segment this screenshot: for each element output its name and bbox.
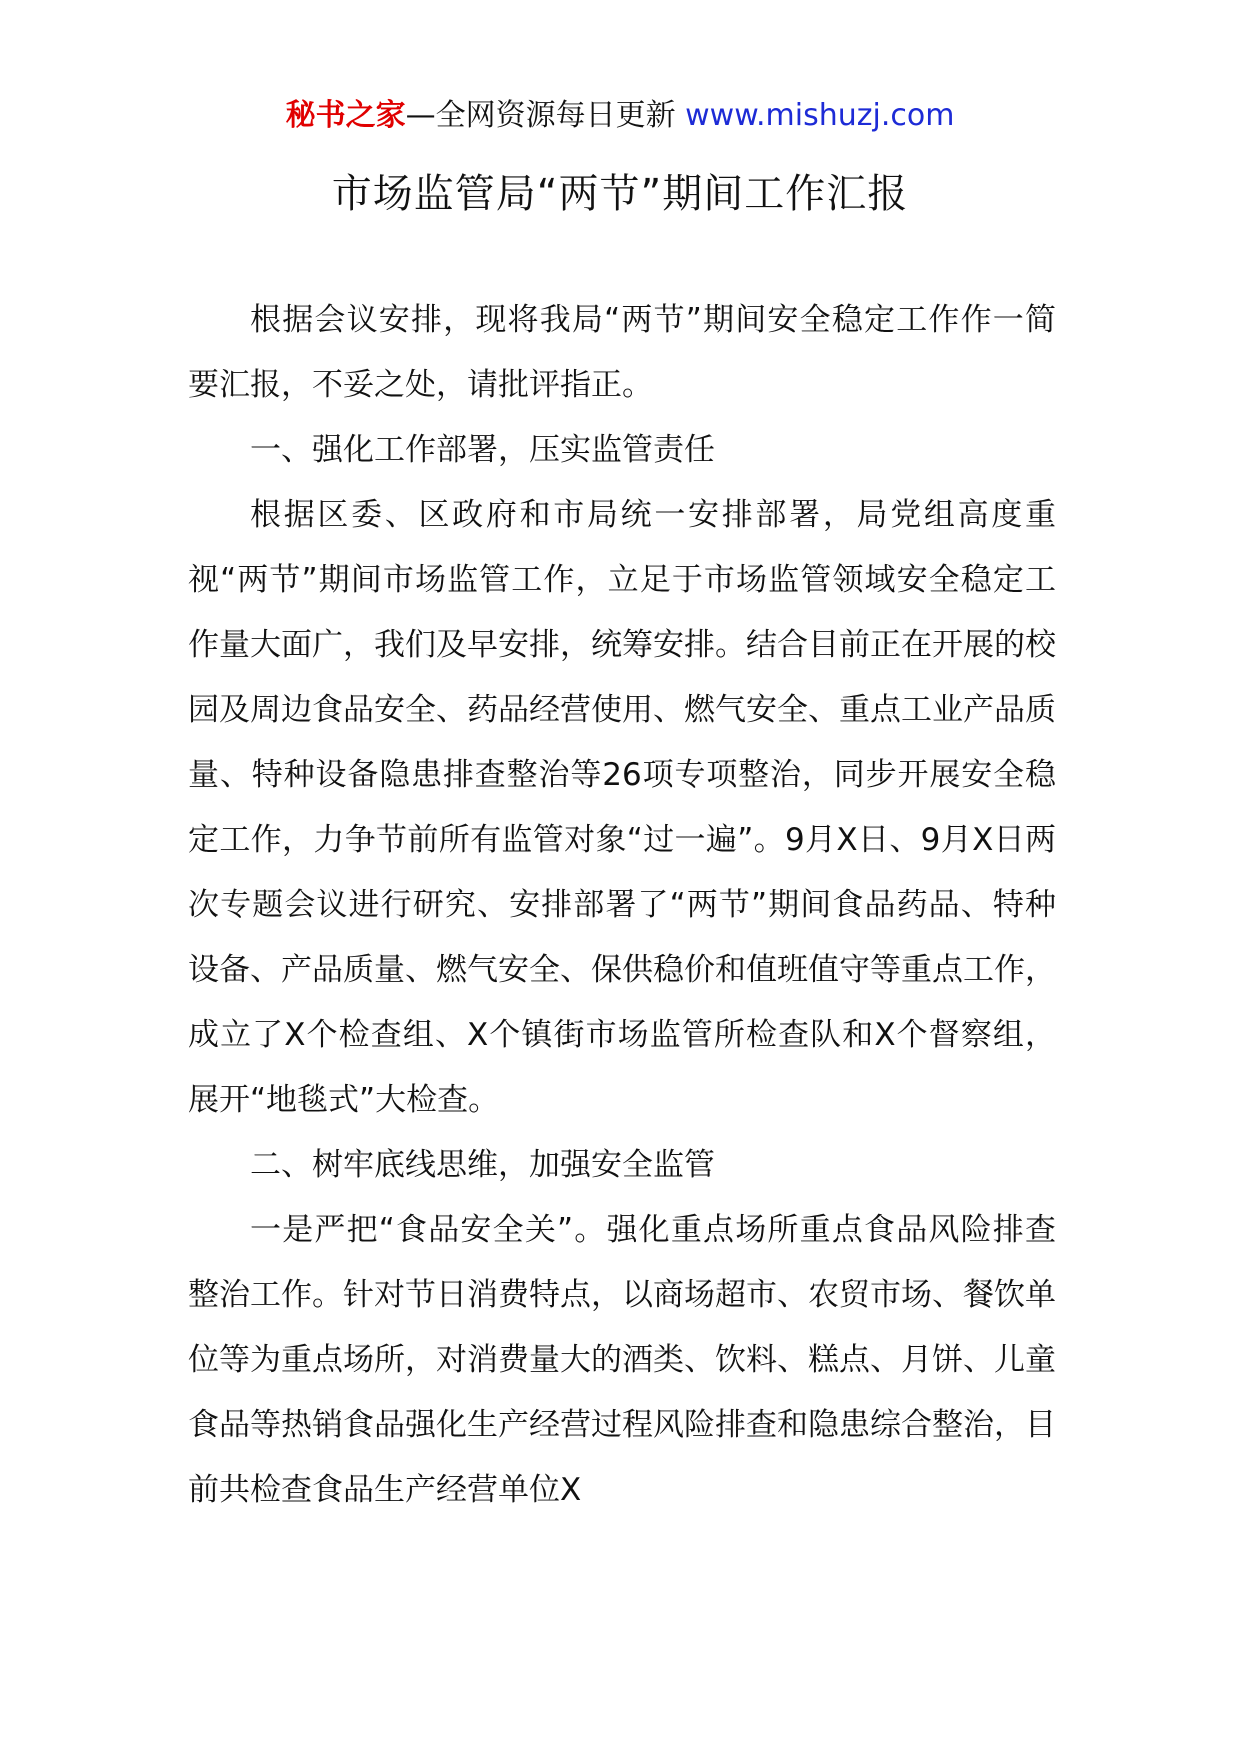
document-body [188, 288, 1056, 1523]
site-url: www.mishuzj.com [685, 98, 955, 133]
brand-name: 秘书之家 [285, 98, 406, 133]
paragraph-food-safety: 一是严把“食品安全关”。强化重点场所重点食品风险排查整治工作。针对节日消费特点，以商场超市、农贸市场、餐饮单位等为重点场所，对消费量大的酒类、饮料、糕点、月饼、儿童食品等热销食品强化生产经营过程风险排查和隐患综合整治，目前共检查食品生产经营单位X [188, 1212, 1056, 1508]
watermark-header [0, 96, 1240, 136]
section-heading-1: 一、强化工作部署，压实监管责任 [250, 432, 715, 468]
brand-slogan: —全网资源每日更新 [405, 98, 686, 133]
paragraph-deployment: 根据区委、区政府和市局统一安排部署，局党组高度重视“两节”期间市场监管工作，立足于市场监管领域安全稳定工作量大面广，我们及早安排，统筹安排。结合目前正在开展的校园及周边食品安全、药品经营使用、燃气安全、重点工业产品质量、特种设备隐患排查整治等26项专项整治，同步开展安全稳定工作，力争节前所有监管对象“过一遍”。9月X日、9月X日两次专题会议进行研究、安排部署了“两节”期间食品药品、特种设备、产品质量、燃气安全、保供稳价和值班值守等重点工作，成立了X个检查组、X个镇街市场监管所检查队和X个督察组，展开“地毯式”大检查。 [188, 497, 1056, 1118]
section-heading-2: 二、树牢底线思维，加强安全监管 [250, 1147, 715, 1183]
paragraph-intro: 根据会议安排，现将我局“两节”期间安全稳定工作作一简要汇报，不妥之处，请批评指正。 [188, 302, 1056, 403]
document-title: 市场监管局“两节”期间工作汇报 [331, 171, 909, 217]
